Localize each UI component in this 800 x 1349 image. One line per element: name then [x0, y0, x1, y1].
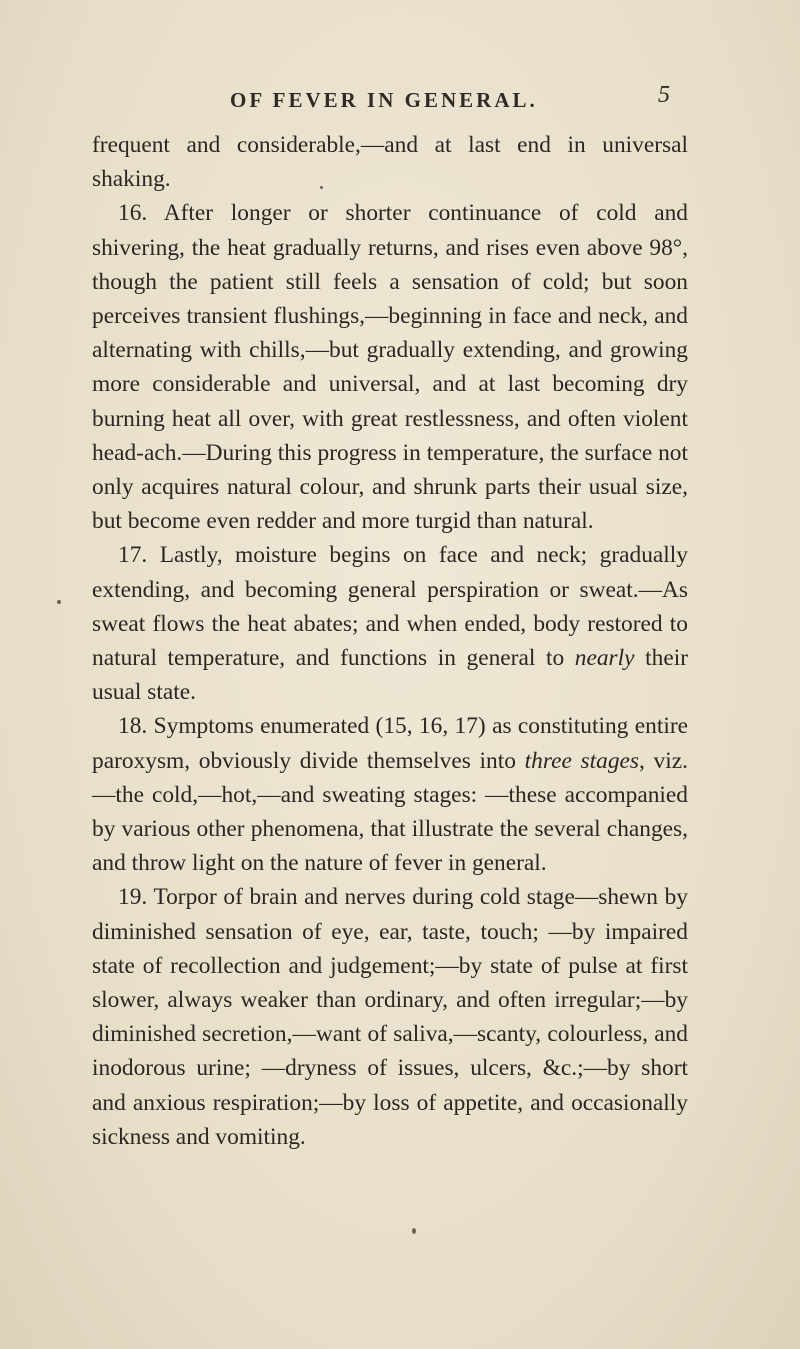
- paragraph-18: [92, 709, 688, 880]
- paragraph-text-after: their usual state.: [92, 645, 689, 706]
- page-header: [0, 82, 800, 118]
- paragraph-16: [92, 196, 688, 538]
- body-text: [92, 128, 688, 1154]
- page-number: 5: [658, 82, 670, 108]
- paragraph-text-after: , viz.—the cold,—hot,—and sweating stages: —these accompanied by various other phenomena, that illustrate the several changes, and throw light on the nature of fever in general.: [92, 747, 688, 877]
- paper-speck: [412, 1228, 416, 1234]
- running-head: OF FEVER IN GENERAL.: [230, 88, 538, 112]
- paragraph-text: After longer or shorter continuance of cold and shivering, the heat gradually returns, and rises even above 98°, though the patient still feels a sensation of cold; but soon perceives transient flushings,—beginning in face and neck, and alternating with chills,—but gradually extending, and growing more considerable and universal, and at last becoming dry burning heat all over, with great restlessness, and often violent head-ach.—During this progress in temperature, the surface not only acquires natural colour, and shrunk parts their usual size, but become even redder and more turgid than natural.: [92, 200, 688, 535]
- paper-speck: [57, 600, 61, 604]
- paragraph-17: [92, 538, 688, 709]
- emphasis-text: three stages: [524, 747, 640, 774]
- paragraph-number: 19.: [118, 884, 148, 911]
- paper-speck: [320, 186, 323, 189]
- paragraph-text-before: Lastly, moisture begins on face and neck; gradually extending, and becoming general perspiration or sweat.—As sweat flows the heat abates; and when ended, body restored to natural temperature, and functions in general to: [92, 542, 688, 672]
- paragraph-text: Torpor of brain and nerves during cold stage—shewn by diminished sensation of eye, ear, taste, touch; —by impaired state of recollection and judgement;—by state of pulse at first slower, always weaker than ordinary, and often irregular;—by diminished secretion,—want of saliva,—scanty, colourless, and inodorous urine; —dryness of issues, ulcers, &c.;—by short and anxious respiration;—by loss of appetite, and occasionally sickness and vomiting.: [92, 884, 688, 1150]
- emphasis-text: nearly: [574, 645, 635, 672]
- paragraph-number: 17.: [118, 542, 148, 569]
- paragraph-text-before: Symptoms enumerated (15, 16, 17) as constituting entire paroxysm, obviously divide themselves into: [92, 713, 688, 774]
- paragraph-text: frequent and considerable,—and at last end in universal shaking.: [92, 132, 688, 193]
- paragraph-number: 16.: [118, 200, 148, 227]
- paragraph-19: [92, 880, 688, 1154]
- paragraph-continued: [92, 128, 688, 196]
- paragraph-number: 18.: [118, 713, 148, 740]
